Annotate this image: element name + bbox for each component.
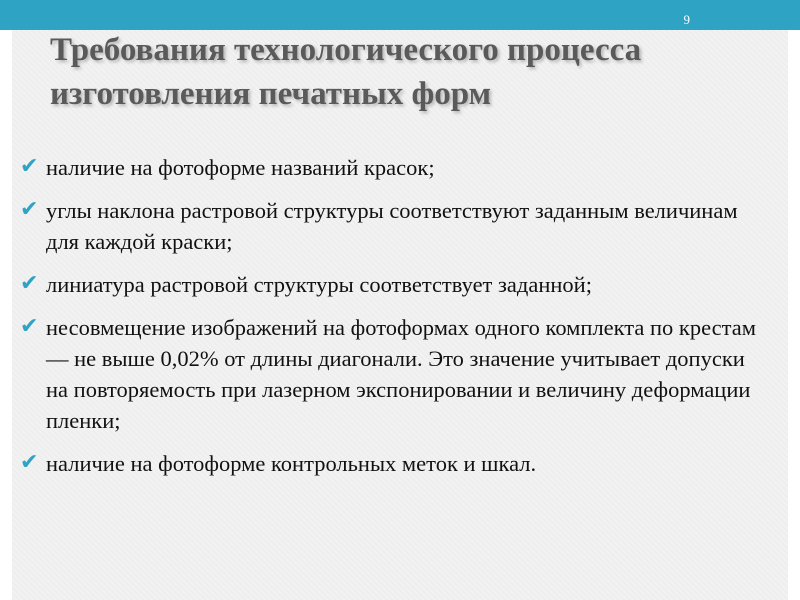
slide-title: Требования технологического процесса изготовления печатных форм	[50, 32, 642, 112]
bullet-text: несовмещение изображений на фотоформах одного комплекта по крестам — не выше 0,02% от длины диагонали. Это значение учитывает допуски на повторяемость при лазерном экспонировании и величину деформации пленки;	[46, 315, 756, 433]
bullet-text: наличие на фотоформе контрольных меток и шкал.	[46, 451, 537, 476]
bullet-item	[20, 448, 760, 479]
bullet-item	[20, 312, 760, 436]
bullet-item	[20, 152, 760, 183]
check-icon: ✔	[20, 271, 39, 296]
page-number: 9	[683, 12, 690, 27]
header-bar	[0, 0, 800, 30]
check-icon: ✔	[20, 197, 39, 222]
bullet-item	[20, 195, 760, 257]
check-icon: ✔	[20, 154, 39, 179]
bullet-text: углы наклона растровой структуры соответствуют заданным величинам для каждой краски;	[46, 198, 738, 254]
bullet-item	[20, 269, 760, 300]
bullet-list	[20, 152, 760, 491]
check-icon: ✔	[20, 314, 39, 339]
check-icon: ✔	[20, 450, 39, 475]
bullet-text: линиатура растровой структуры соответствует заданной;	[46, 272, 592, 297]
bullet-text: наличие на фотоформе названий красок;	[46, 155, 435, 180]
